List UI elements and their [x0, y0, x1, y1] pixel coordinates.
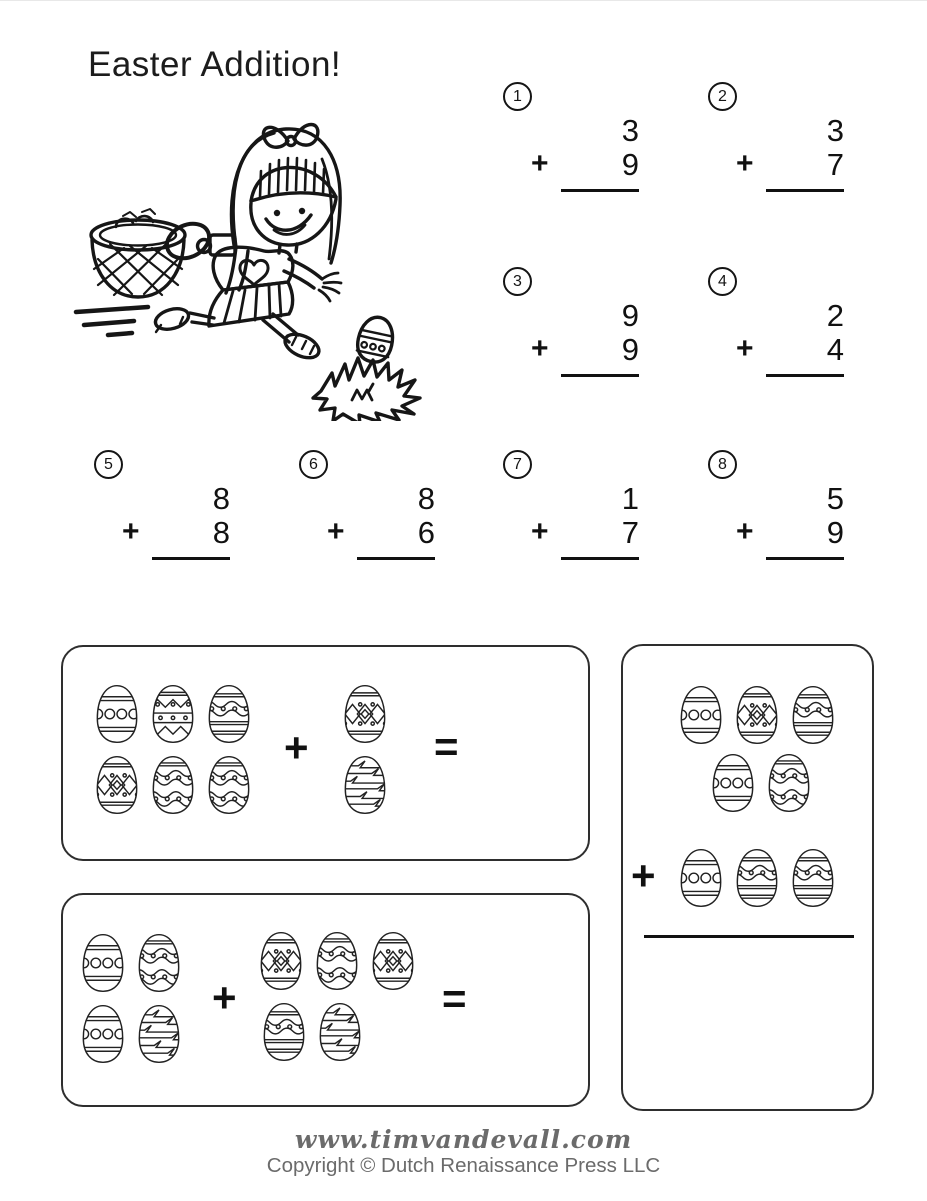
egg-addition-box-3-vertical [621, 644, 874, 1111]
easter-egg-diamonds-icon [257, 931, 305, 991]
answer-blank[interactable] [561, 557, 639, 560]
easter-egg-waves2-icon [135, 933, 183, 993]
easter-egg-lightning-icon [341, 755, 389, 815]
answer-blank[interactable] [357, 557, 435, 560]
addition-problem-4 [708, 267, 844, 385]
egg-group-addend-1 [79, 933, 183, 1064]
girl-figure [153, 125, 341, 363]
addition-problem-3 [503, 267, 639, 385]
answer-blank[interactable] [152, 557, 230, 560]
problem-number-badge: 8 [708, 450, 737, 479]
answer-blank[interactable] [766, 557, 844, 560]
answer-blank[interactable] [561, 374, 639, 377]
plus-sign: + [736, 147, 754, 180]
easter-egg-diamonds-icon [341, 684, 389, 744]
addend-bottom: 9 [621, 147, 639, 182]
problem-number-badge: 4 [708, 267, 737, 296]
easter-egg-stripes-circles-icon [79, 1004, 127, 1064]
addition-problem-1 [503, 82, 639, 200]
plus-sign: + [531, 515, 549, 548]
addend-bottom: 8 [212, 515, 230, 550]
plus-sign: + [531, 147, 549, 180]
speed-lines-icon [76, 307, 148, 335]
easter-egg-stripes-circles-icon [93, 684, 141, 744]
addend-top: 1 [621, 481, 639, 516]
plus-sign: + [212, 974, 237, 1021]
plus-sign: + [736, 332, 754, 365]
addend-top: 8 [417, 481, 435, 516]
addend-bottom: 4 [826, 332, 844, 367]
egg-group-addend-2 [677, 848, 837, 916]
addend-bottom: 9 [826, 515, 844, 550]
addend-bottom: 7 [621, 515, 639, 550]
problem-number-badge: 6 [299, 450, 328, 479]
easter-egg-diamonds-icon [93, 755, 141, 815]
addend-top: 9 [621, 298, 639, 333]
easter-egg-lightning-icon [135, 1004, 183, 1064]
equals-sign: = [434, 723, 459, 770]
addend-bottom: 6 [417, 515, 435, 550]
easter-egg-diamonds-icon [369, 931, 417, 991]
easter-egg-stripes-circles-icon [677, 848, 725, 908]
egg-group-addend-1 [93, 684, 253, 815]
easter-egg-waves-icon [260, 1002, 308, 1062]
addend-top: 5 [826, 481, 844, 516]
plus-sign: + [122, 515, 140, 548]
easter-egg-waves-icon [205, 684, 253, 744]
egg-group-addend-1 [677, 685, 837, 821]
page-title: Easter Addition! [88, 45, 342, 84]
answer-blank[interactable] [766, 189, 844, 192]
addition-problem-5 [94, 450, 230, 568]
easter-egg-waves2-icon [765, 753, 813, 813]
plus-sign: + [284, 724, 309, 771]
egg-addition-box-2 [61, 893, 590, 1107]
plus-sign: + [531, 332, 549, 365]
easter-egg-waves-icon [789, 685, 837, 745]
addend-bottom: 7 [826, 147, 844, 182]
easter-egg-waves-icon [789, 848, 837, 908]
addend-top: 3 [621, 113, 639, 148]
easter-egg-waves2-icon [149, 755, 197, 815]
addition-problem-2 [708, 82, 844, 200]
problem-number-badge: 3 [503, 267, 532, 296]
egg-in-grass-icon [313, 314, 420, 421]
problem-number-badge: 2 [708, 82, 737, 111]
answer-blank[interactable] [644, 935, 854, 938]
problem-number-badge: 5 [94, 450, 123, 479]
easter-egg-stripes-circles-icon [677, 685, 725, 745]
girl-with-easter-basket-illustration [68, 113, 440, 421]
easter-basket-icon [91, 209, 215, 297]
addition-problem-8 [708, 450, 844, 568]
easter-egg-stripes-circles-icon [709, 753, 757, 813]
plus-sign: + [631, 852, 656, 899]
easter-egg-waves-icon [733, 848, 781, 908]
website-url: www.timvandevall.com [294, 1125, 633, 1154]
answer-blank[interactable] [766, 374, 844, 377]
copyright-notice: Copyright © Dutch Renaissance Press LLC [266, 1154, 661, 1177]
addend-top: 2 [826, 298, 844, 333]
equals-sign: = [442, 975, 467, 1022]
addend-top: 8 [212, 481, 230, 516]
addend-bottom: 9 [621, 332, 639, 367]
easter-egg-diamonds-icon [733, 685, 781, 745]
answer-blank[interactable] [561, 189, 639, 192]
plus-sign: + [327, 515, 345, 548]
egg-group-addend-2 [257, 931, 417, 1062]
egg-group-addend-2 [341, 684, 389, 815]
addition-problem-6 [299, 450, 435, 568]
easter-egg-waves2-icon [313, 931, 361, 991]
easter-egg-waves2-icon [205, 755, 253, 815]
addend-top: 3 [826, 113, 844, 148]
addition-problem-7 [503, 450, 639, 568]
easter-egg-stripes-circles-icon [79, 933, 127, 993]
problem-number-badge: 1 [503, 82, 532, 111]
plus-sign: + [736, 515, 754, 548]
easter-egg-zigzag-icon [149, 684, 197, 744]
easter-egg-lightning-icon [316, 1002, 364, 1062]
egg-addition-box-1 [61, 645, 590, 861]
problem-number-badge: 7 [503, 450, 532, 479]
